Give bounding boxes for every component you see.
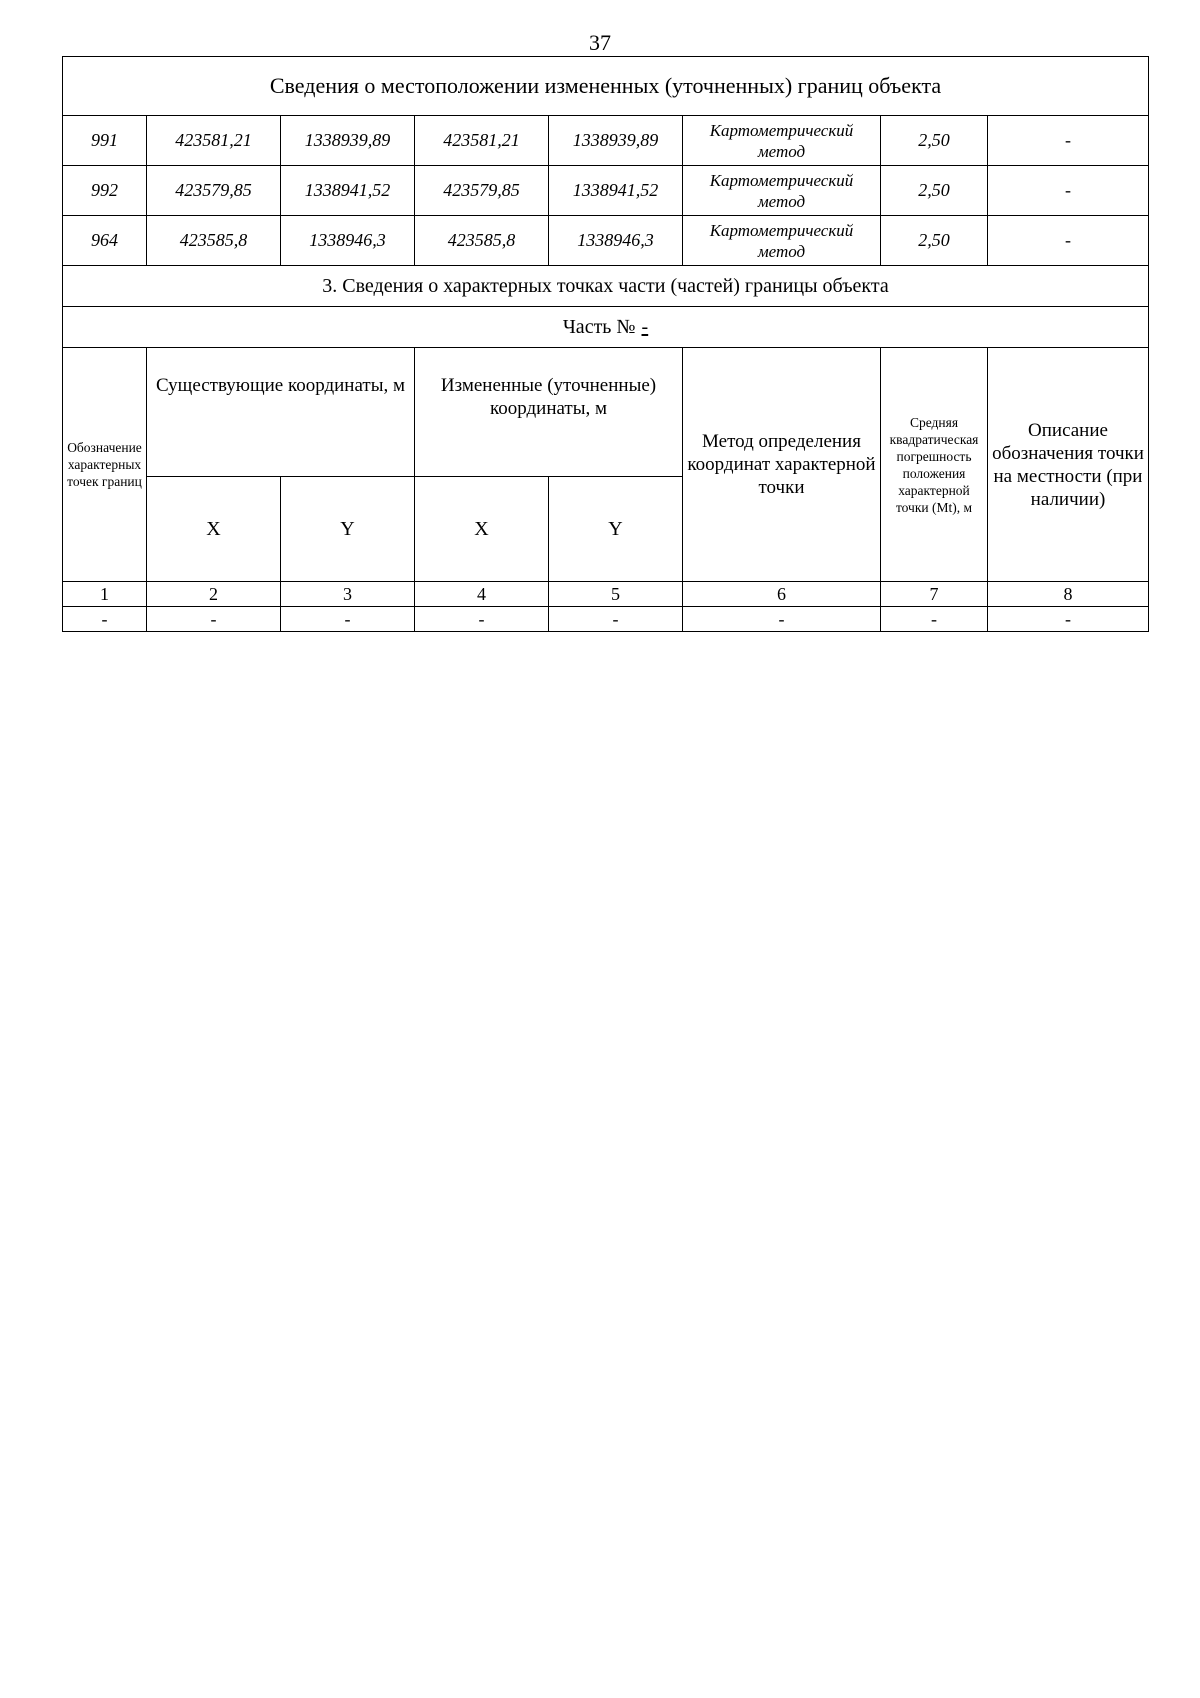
column-number-row [63, 582, 1149, 607]
y-existing: 1338946,3 [281, 216, 415, 266]
mt-value: 2,50 [881, 166, 988, 216]
point-name: 964 [63, 216, 147, 266]
header-designation: Обозначение характерных точек границ [63, 348, 147, 582]
method-line-1: Картометрический [709, 170, 854, 190]
x-changed: 423579,85 [415, 166, 549, 216]
empty-cell: - [281, 607, 415, 632]
method-line-1: Картометрический [709, 120, 854, 140]
method-cell [683, 116, 881, 166]
mt-value: 2,50 [881, 116, 988, 166]
table-row [63, 116, 1149, 166]
column-number: 3 [281, 582, 415, 607]
section-title-row [63, 57, 1149, 116]
part-value: - [641, 315, 649, 338]
header-y-changed: Y [549, 477, 683, 582]
header-mt: Средняя квадратическая погрешность положения характерной точки (Mt), м [881, 348, 988, 582]
column-number: 2 [147, 582, 281, 607]
x-existing: 423581,21 [147, 116, 281, 166]
header-method: Метод определения координат характерной точки [683, 348, 881, 582]
x-changed: 423581,21 [415, 116, 549, 166]
section-title: Сведения о местоположении измененных (уточненных) границ объекта [63, 57, 1149, 116]
table-row [63, 607, 1149, 632]
point-description: - [988, 216, 1149, 266]
point-description: - [988, 116, 1149, 166]
empty-cell: - [683, 607, 881, 632]
header-x-existing: X [147, 477, 281, 582]
method-cell [683, 216, 881, 266]
section-3-title: 3. Сведения о характерных точках части (частей) границы объекта [63, 266, 1149, 307]
method-line-2: метод [757, 241, 806, 261]
y-changed: 1338946,3 [549, 216, 683, 266]
x-existing: 423585,8 [147, 216, 281, 266]
point-name: 991 [63, 116, 147, 166]
mt-value: 2,50 [881, 216, 988, 266]
boundary-points-table [62, 56, 1149, 632]
part-cell [63, 307, 1149, 348]
column-number: 7 [881, 582, 988, 607]
y-existing: 1338941,52 [281, 166, 415, 216]
method-line-2: метод [757, 141, 806, 161]
column-number: 1 [63, 582, 147, 607]
method-line-1: Картометрический [709, 220, 854, 240]
header-row [63, 348, 1149, 477]
header-existing-coords: Существующие координаты, м [147, 348, 415, 477]
column-number: 6 [683, 582, 881, 607]
empty-cell: - [415, 607, 549, 632]
empty-cell: - [988, 607, 1149, 632]
y-existing: 1338939,89 [281, 116, 415, 166]
point-name: 992 [63, 166, 147, 216]
table-row [63, 166, 1149, 216]
header-description: Описание обозначения точки на местности (при наличии) [988, 348, 1149, 582]
part-label: Часть № [562, 315, 636, 338]
header-changed-coords: Измененные (уточненные) координаты, м [415, 348, 683, 477]
point-description: - [988, 166, 1149, 216]
page-number: 37 [589, 30, 611, 55]
header-y-existing: Y [281, 477, 415, 582]
header-x-changed: X [415, 477, 549, 582]
section-3-row [63, 266, 1149, 307]
x-changed: 423585,8 [415, 216, 549, 266]
y-changed: 1338939,89 [549, 116, 683, 166]
empty-cell: - [549, 607, 683, 632]
empty-cell: - [63, 607, 147, 632]
column-number: 4 [415, 582, 549, 607]
method-line-2: метод [757, 191, 806, 211]
part-row [63, 307, 1149, 348]
empty-cell: - [881, 607, 988, 632]
y-changed: 1338941,52 [549, 166, 683, 216]
column-number: 5 [549, 582, 683, 607]
column-number: 8 [988, 582, 1149, 607]
method-cell [683, 166, 881, 216]
empty-cell: - [147, 607, 281, 632]
table-row [63, 216, 1149, 266]
x-existing: 423579,85 [147, 166, 281, 216]
